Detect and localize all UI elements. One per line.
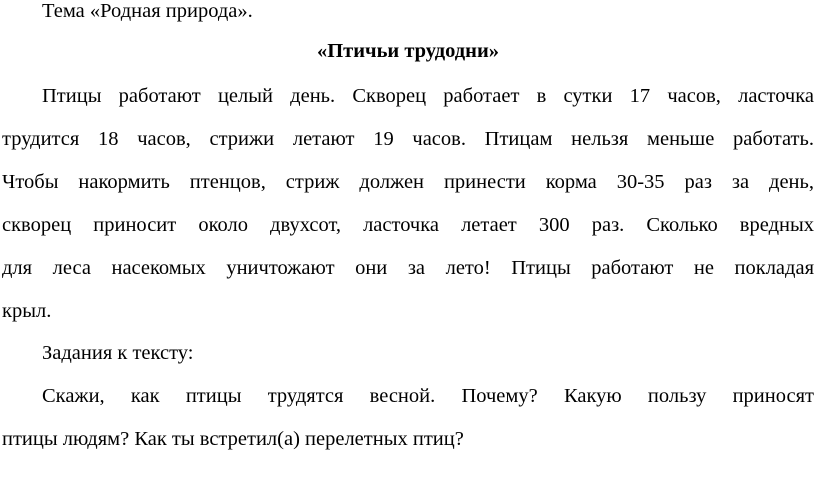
topic-line: Тема «Родная природа». [42, 0, 253, 22]
document-title: «Птичьи трудодни» [316, 40, 500, 62]
tasks-heading: Задания к тексту: [42, 342, 194, 364]
story-line-4: скворец приносит около двухсот, ласточка летает 300 раз. Сколько вредных [2, 214, 814, 236]
story-line-3: Чтобы накормить птенцов, стриж должен принести корма 30-35 раз за день, [2, 171, 814, 193]
story-line-5: для леса насекомых уничтожают они за лето! Птицы работают не покладая [2, 257, 814, 279]
task-line-2: птицы людям? Как ты встретил(а) перелетных птиц? [2, 428, 464, 450]
story-line-1: Птицы работают целый день. Скворец работает в сутки 17 часов, ласточка [42, 85, 814, 107]
story-line-2: трудится 18 часов, стрижи летают 19 часов. Птицам нельзя меньше работать. [2, 128, 814, 150]
story-line-6: крыл. [2, 300, 52, 322]
task-line-1: Скажи, как птицы трудятся весной. Почему? Какую пользу приносят [42, 385, 814, 407]
